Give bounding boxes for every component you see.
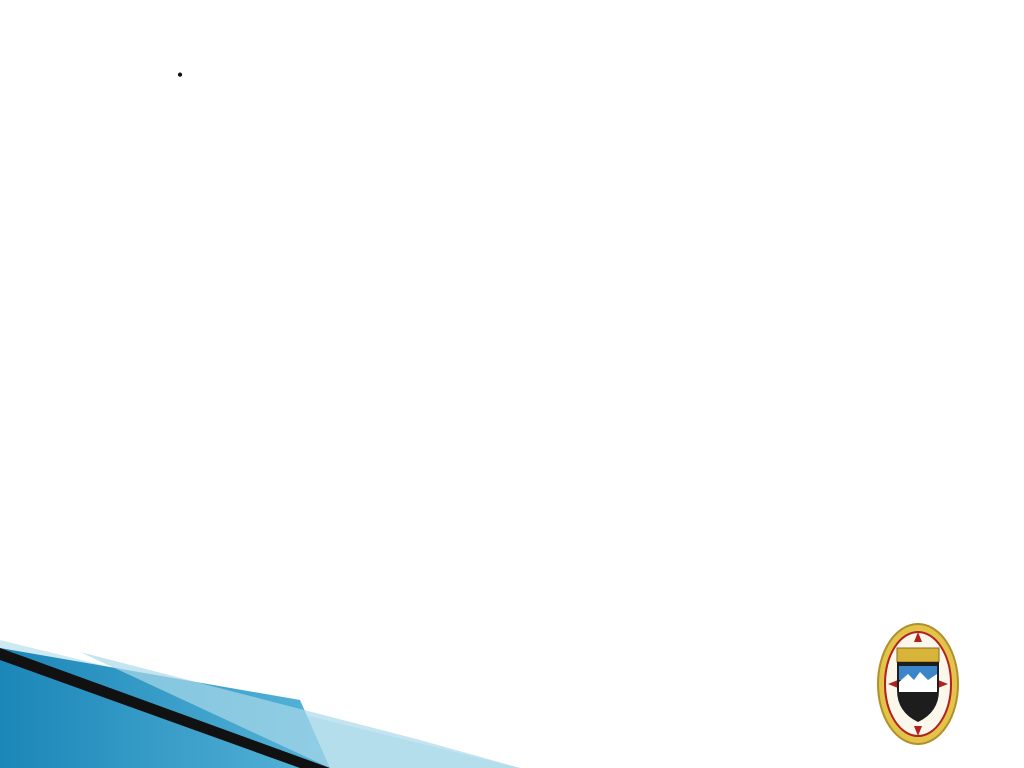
bullet-dot: • <box>176 65 184 85</box>
logo-crest <box>876 622 960 746</box>
